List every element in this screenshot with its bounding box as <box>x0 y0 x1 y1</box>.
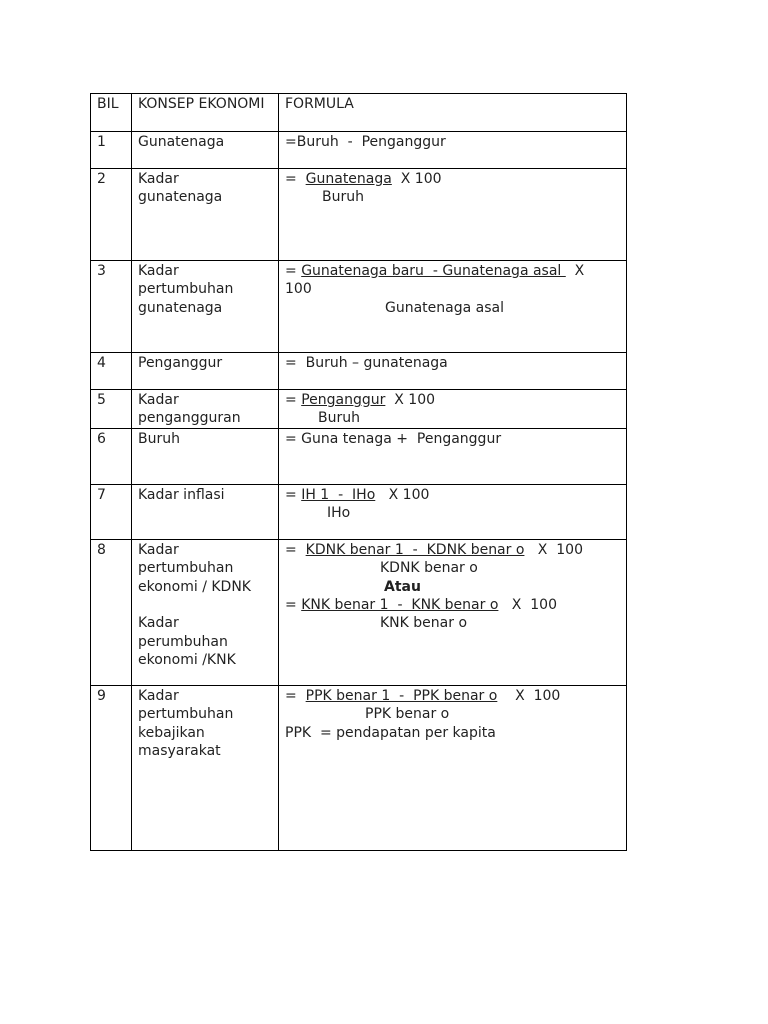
table-row <box>91 390 627 429</box>
row-konsep: Buruh <box>132 428 279 484</box>
row-bil: 9 <box>91 685 132 850</box>
formula-numerator-line: = Gunatenaga baru - Gunatenaga asal X <box>285 263 585 279</box>
formula-or-label: Atau <box>384 578 421 595</box>
formula-denominator: Buruh <box>322 189 364 206</box>
row-bil: 4 <box>91 353 132 390</box>
row-konsep: Gunatenaga <box>132 132 279 169</box>
formula-denominator: Gunatenaga asal <box>385 299 504 316</box>
table-row <box>91 261 627 353</box>
formula-table <box>90 93 627 851</box>
row-bil: 5 <box>91 390 132 429</box>
table-row <box>91 428 627 484</box>
formula-numerator-line: = Gunatenaga X 100 <box>285 171 442 187</box>
row-formula <box>279 539 627 685</box>
formula-numerator-line: = PPK benar 1 - PPK benar o X 100 <box>285 687 561 704</box>
row-konsep: Kadar pengangguran <box>132 390 279 429</box>
row-formula: = Gunatenaga baru - Gunatenaga asal X 100 Gunatenaga asal <box>279 261 627 353</box>
row-formula <box>279 169 627 261</box>
table-row <box>91 685 627 850</box>
header-formula: FORMULA <box>279 94 627 132</box>
table-row <box>91 169 627 261</box>
row-konsep: Kadar pertumbuhan ekonomi / KDNK Kadar perumbuhan ekonomi /KNK <box>132 539 279 685</box>
row-formula <box>279 390 627 429</box>
formula-denominator: PPK benar o <box>365 706 450 723</box>
row-bil: 2 <box>91 169 132 261</box>
row-formula <box>279 685 627 850</box>
formula-denominator: Buruh <box>318 410 360 427</box>
table-row <box>91 132 627 169</box>
row-konsep: Kadar inflasi <box>132 484 279 539</box>
table-row <box>91 353 627 390</box>
row-bil: 8 <box>91 539 132 685</box>
row-konsep: Kadar gunatenaga <box>132 169 279 261</box>
row-formula: = Buruh – gunatenaga <box>279 353 627 390</box>
row-konsep: Kadar pertumbuhan gunatenaga <box>132 261 279 353</box>
formula-note: PPK = pendapatan per kapita <box>285 724 496 741</box>
formula-numerator-line: = KNK benar 1 - KNK benar o X 100 <box>285 597 557 614</box>
row-bil: 6 <box>91 428 132 484</box>
row-bil: 1 <box>91 132 132 169</box>
header-bil: BIL <box>91 94 132 132</box>
row-konsep: Kadar pertumbuhan kebajikan masyarakat <box>132 685 279 850</box>
formula-denominator: KDNK benar o <box>380 560 478 577</box>
header-konsep: KONSEP EKONOMI <box>132 94 279 132</box>
table-row <box>91 539 627 685</box>
formula-numerator-line: = KDNK benar 1 - KDNK benar o X 100 <box>285 541 583 558</box>
row-formula <box>279 484 627 539</box>
row-konsep: Penganggur <box>132 353 279 390</box>
row-bil: 7 <box>91 484 132 539</box>
row-bil: 3 <box>91 261 132 353</box>
row-formula: = Guna tenaga + Penganggur <box>279 428 627 484</box>
table-header-row <box>91 94 627 132</box>
row-formula: =Buruh - Penganggur <box>279 132 627 169</box>
table-row <box>91 484 627 539</box>
formula-numerator-line: = IH 1 - IHo X 100 <box>285 486 430 503</box>
formula-numerator-line: = Penganggur X 100 <box>285 392 436 408</box>
formula-denominator: IHo <box>327 505 351 522</box>
formula-denominator: KNK benar o <box>380 615 468 632</box>
